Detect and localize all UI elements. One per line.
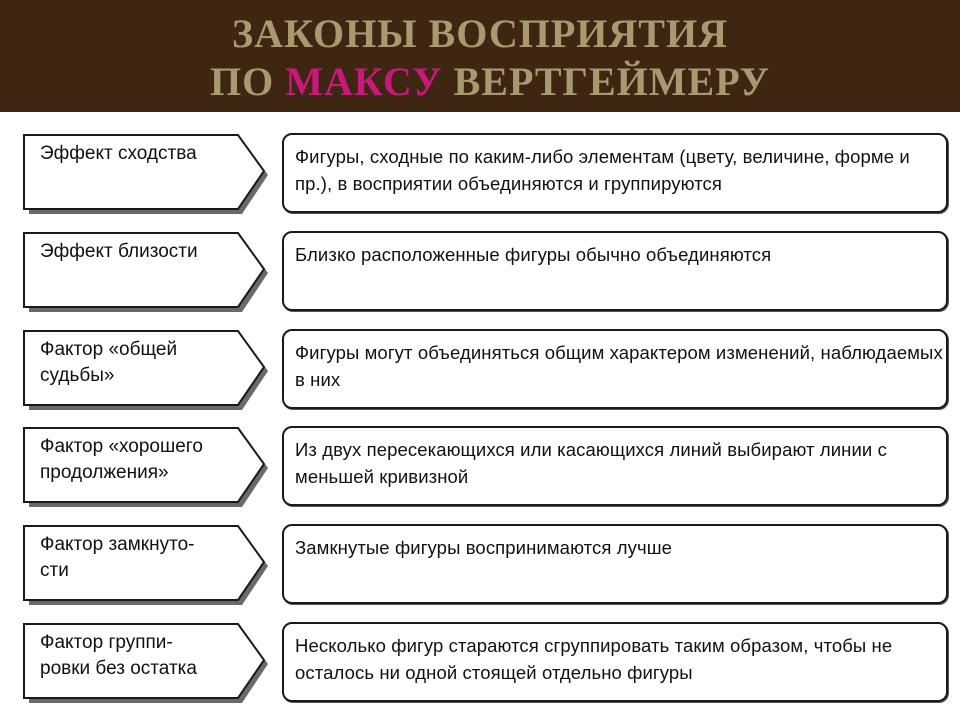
title-banner bbox=[0, 0, 960, 112]
law-description: Близко расположенные фигуры обычно объединяются bbox=[295, 244, 772, 265]
law-name: Эффект сходства bbox=[40, 143, 197, 164]
law-name: Фактор группи- ровки без остатка bbox=[40, 632, 197, 679]
title-line-2 bbox=[0, 58, 960, 106]
law-name-arrow bbox=[22, 524, 270, 608]
law-row bbox=[0, 426, 960, 510]
law-name-arrow bbox=[22, 231, 270, 315]
title-line-1: ЗАКОНЫ ВОСПРИЯТИЯ bbox=[232, 11, 728, 56]
law-description-box bbox=[282, 133, 948, 213]
page-title bbox=[0, 10, 960, 106]
law-description-box bbox=[282, 329, 948, 409]
law-row bbox=[0, 622, 960, 706]
law-description: Несколько фигур стараются сгруппировать таким образом, чтобы не осталось ни одной стоящей отдельно фигуры bbox=[295, 635, 893, 683]
title-accent-name: МАКСУ bbox=[285, 59, 443, 104]
law-name-arrow bbox=[22, 329, 270, 413]
law-description: Из двух пересекающихся или касающихся линий выбирают линии с меньшей кривизной bbox=[295, 439, 887, 487]
law-description-box bbox=[282, 622, 948, 702]
law-row bbox=[0, 231, 960, 315]
law-name-arrow bbox=[22, 426, 270, 510]
law-name: Фактор «общей судьбы» bbox=[40, 339, 178, 386]
law-name: Эффект близости bbox=[40, 241, 198, 262]
law-name: Фактор «хорошего продолжения» bbox=[40, 436, 203, 483]
law-description: Фигуры, сходные по каким-либо элементам (цвету, величине, форме и пр.), в восприятии объединяются и группируются bbox=[295, 146, 910, 194]
law-description-box bbox=[282, 524, 948, 604]
law-name: Фактор замкнуто- сти bbox=[40, 534, 195, 581]
law-row bbox=[0, 133, 960, 217]
law-row bbox=[0, 329, 960, 413]
law-description: Фигуры могут объединяться общим характером изменений, наблюдаемых в них bbox=[295, 342, 943, 390]
title-prefix: ПО bbox=[209, 59, 286, 104]
law-row bbox=[0, 524, 960, 608]
title-suffix: ВЕРТГЕЙМЕРУ bbox=[442, 59, 771, 104]
law-name-arrow bbox=[22, 622, 270, 706]
law-name-arrow bbox=[22, 133, 270, 217]
law-description-box bbox=[282, 426, 948, 506]
law-description-box bbox=[282, 231, 948, 311]
law-description: Замкнутые фигуры воспринимаются лучше bbox=[295, 537, 673, 558]
